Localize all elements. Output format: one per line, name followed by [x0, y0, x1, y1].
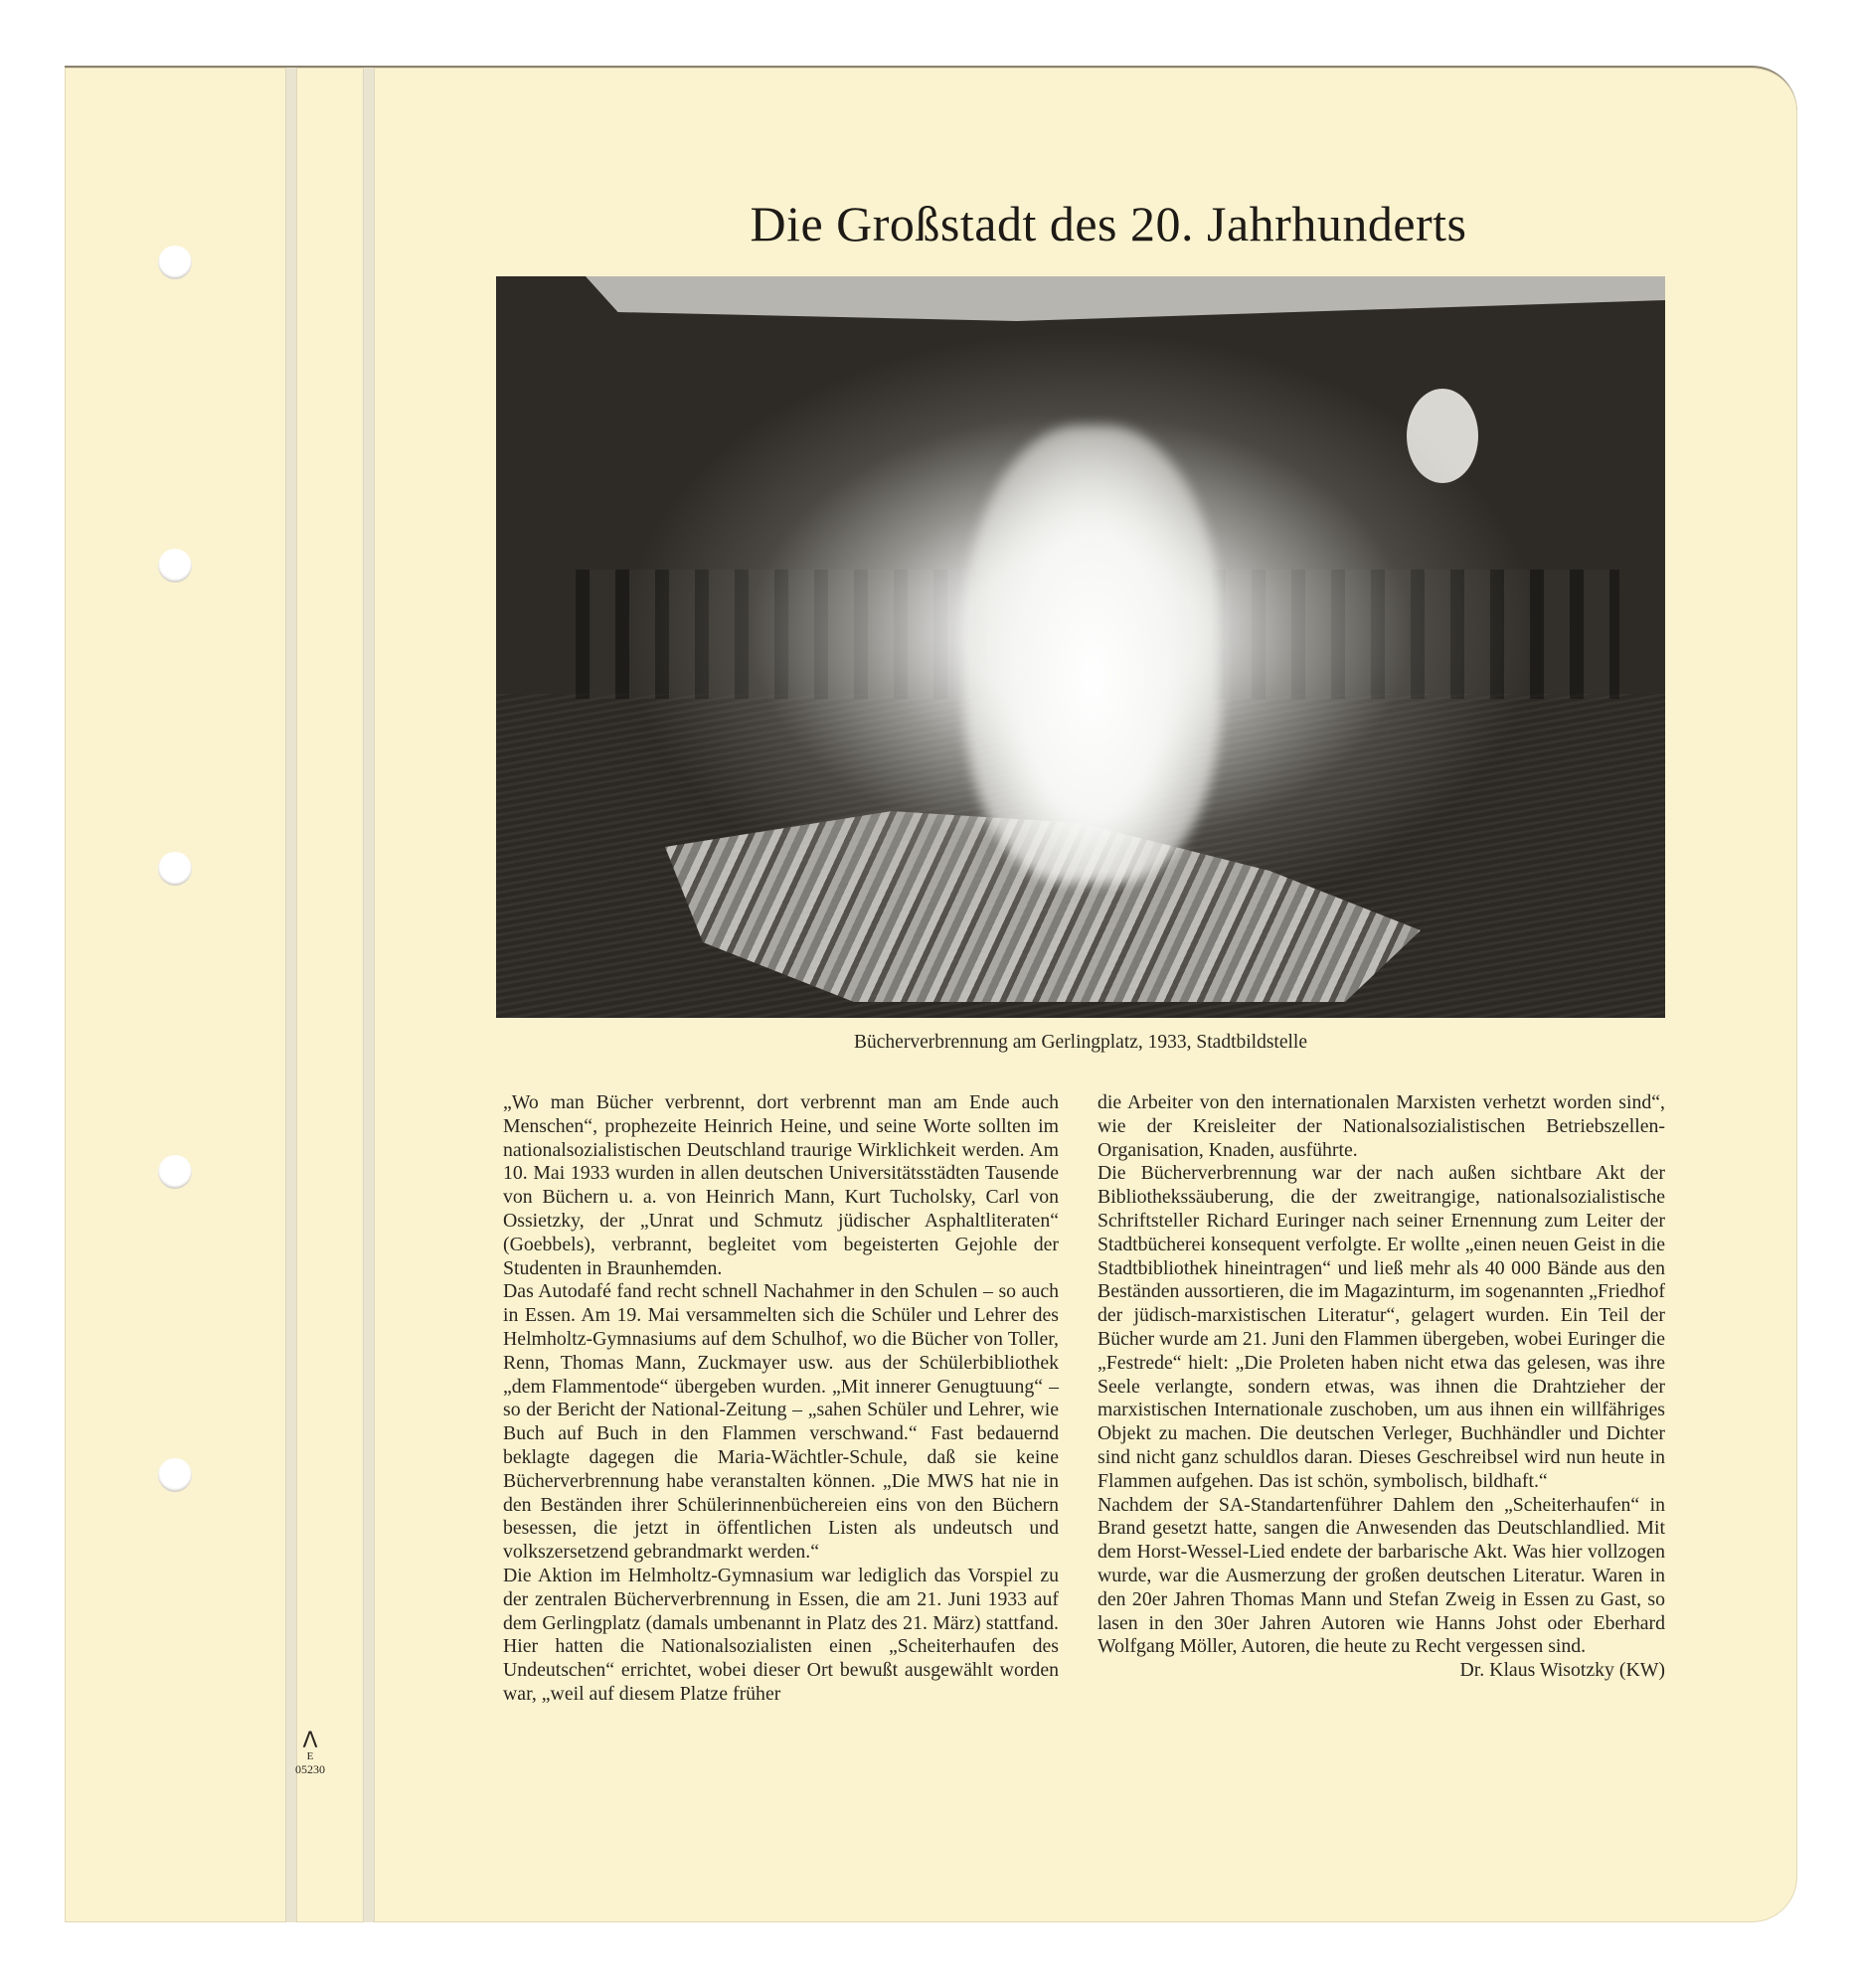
caret-up-icon: Λ — [302, 1729, 318, 1753]
photo-caption: Bücherverbrennung am Gerlingplatz, 1933, Stadtbildstelle — [854, 1032, 1307, 1053]
historical-photo — [496, 276, 1665, 1018]
paragraph: Die Bücherverbrennung war der nach außen sichtbare Akt der Bibliothekssäuberung, die der zweitrangige, nationalsozialistische Schriftsteller Richard Euringer nach seiner Ernennung zum Leiter der Stadtbücherei konsequent verfolgte. Er wollte „einen neuen Geist in die Stadtbibliothek hineintragen“ und ließ mehr als 40 000 Bände aus den Beständen aussortieren, die im Magazinturm, im sogenannten „Friedhof der jüdisch-marxistischen Literatur“, gelagert wurden. Ein Teil der Bücher wurde am 21. Juni den Flammen übergeben, wobei Euringer die „Festrede“ hielt: „Die Proleten haben nicht etwa das gelesen, was ihre Seele verlangte, sondern etwas, was ihnen die Drahtzieher der marxistischen Internationale zuschoben, um aus ihnen ein willfähriges Objekt zu machen. Die deutschen Verleger, Buchhändler und Dichter sind nicht ganz schuldlos daran. Dieses Geschreibsel wird nun heute in Flammen aufgehen. Das ist schön, symbolisch, bildhaft.“ — [1098, 1162, 1665, 1492]
paragraph: „Wo man Bücher verbrennt, dort verbrennt man am Ende auch Menschen“, prophezeite Heinrich Heine, und seine Worte sollten im nationalsozialistischen Deutschland traurige Wirklichkeit werden. Am 10. Mai 1933 wurden in allen deutschen Universitätsstädten Tausende von Büchern u. a. von Heinrich Mann, Kurt Tucholsky, Carl von Ossietzky, der „Unrat und Schmutz jüdischer Asphaltliteraten“ (Goebbels), verbrannt, begleitet vom begeisterten Gejohle der Studenten in Braunhemden. — [503, 1091, 1059, 1279]
punch-hole — [158, 852, 192, 886]
punch-hole — [158, 1458, 192, 1492]
page-title: Die Großstadt des 20. Jahrhunderts — [750, 196, 1467, 251]
paragraph: Die Aktion im Helmholtz-Gymnasium war lediglich das Vorspiel zu der zentralen Bücherverbrennung in Essen, die am 21. Juni 1933 auf dem Gerlingplatz (damals umbenannt in Platz des 21. März) stattfand. Hier hatten die Nationalsozialisten einen „Scheiterhaufen des Undeutschen“ errichtet, wobei dieser Ort bewußt ausgewählt worden war, „weil auf diesem Platze früher — [503, 1564, 1059, 1705]
catalog-number: 05230 — [295, 1762, 325, 1776]
catalog-mark — [290, 1729, 330, 1776]
paragraph: die Arbeiter von den internationalen Marxisten verhetzt worden sind“, wie der Kreisleiter der Nationalsozialistischen Betriebszellen-Organisation, Knaden, ausführte. — [1098, 1091, 1665, 1161]
punch-hole — [158, 1155, 192, 1189]
album-page — [65, 66, 1797, 1922]
fold-line-2 — [363, 68, 375, 1922]
punch-hole — [158, 246, 192, 279]
author-signature: Dr. Klaus Wisotzky (KW) — [1459, 1659, 1665, 1682]
paragraph — [1098, 1493, 1665, 1682]
article-column-2 — [1098, 1091, 1665, 1683]
catalog-letter: E — [306, 1750, 314, 1762]
paragraph: Das Autodafé fand recht schnell Nachahmer in den Schulen – so auch in Essen. Am 19. Mai versammelten sich die Schüler und Lehrer des Helmholtz-Gymnasiums auf dem Schulhof, wo die Bücher von Toller, Renn, Thomas Mann, Zuckmayer usw. aus der Schülerbibliothek „dem Flammentode“ übergeben wurden. „Mit innerer Genugtuung“ – so der Bericht der National-Zeitung – „sahen Schüler und Lehrer, wie Buch auf Buch in den Flammen verschwand.“ Fast bedauernd beklagte dagegen die Maria-Wächtler-Schule, daß sie keine Bücherverbrennung habe veranstalten können. „Die MWS hat nie in den Beständen ihrer Schülerinnenbüchereien eins von den Büchern besessen, die jetzt in öffentlichen Listen als undeutsch und volkszersetzend gebrandmarkt werden.“ — [503, 1280, 1059, 1564]
photo-fire — [963, 425, 1222, 883]
article-column-1 — [503, 1091, 1059, 1707]
fold-line-1 — [285, 68, 297, 1922]
punch-hole — [158, 549, 192, 582]
paragraph-text: Nachdem der SA-Standartenführer Dahlem den „Scheiterhaufen“ in Brand gesetzt hatte, sangen die Anwesenden das Deutschlandlied. Mit dem Horst-Wessel-Lied endete der barbarische Akt. Was hier vollzogen wurde, war die Ausmerzung der großen deutschen Literatur. Waren in den 20er Jahren Thomas Mann und Stefan Zweig in Essen zu Gast, so lasen in den 30er Jahren Autoren wie Hanns Johst oder Eberhard Wolfgang Möller, Autoren, die heute zu Recht vergessen sind. — [1098, 1493, 1665, 1658]
